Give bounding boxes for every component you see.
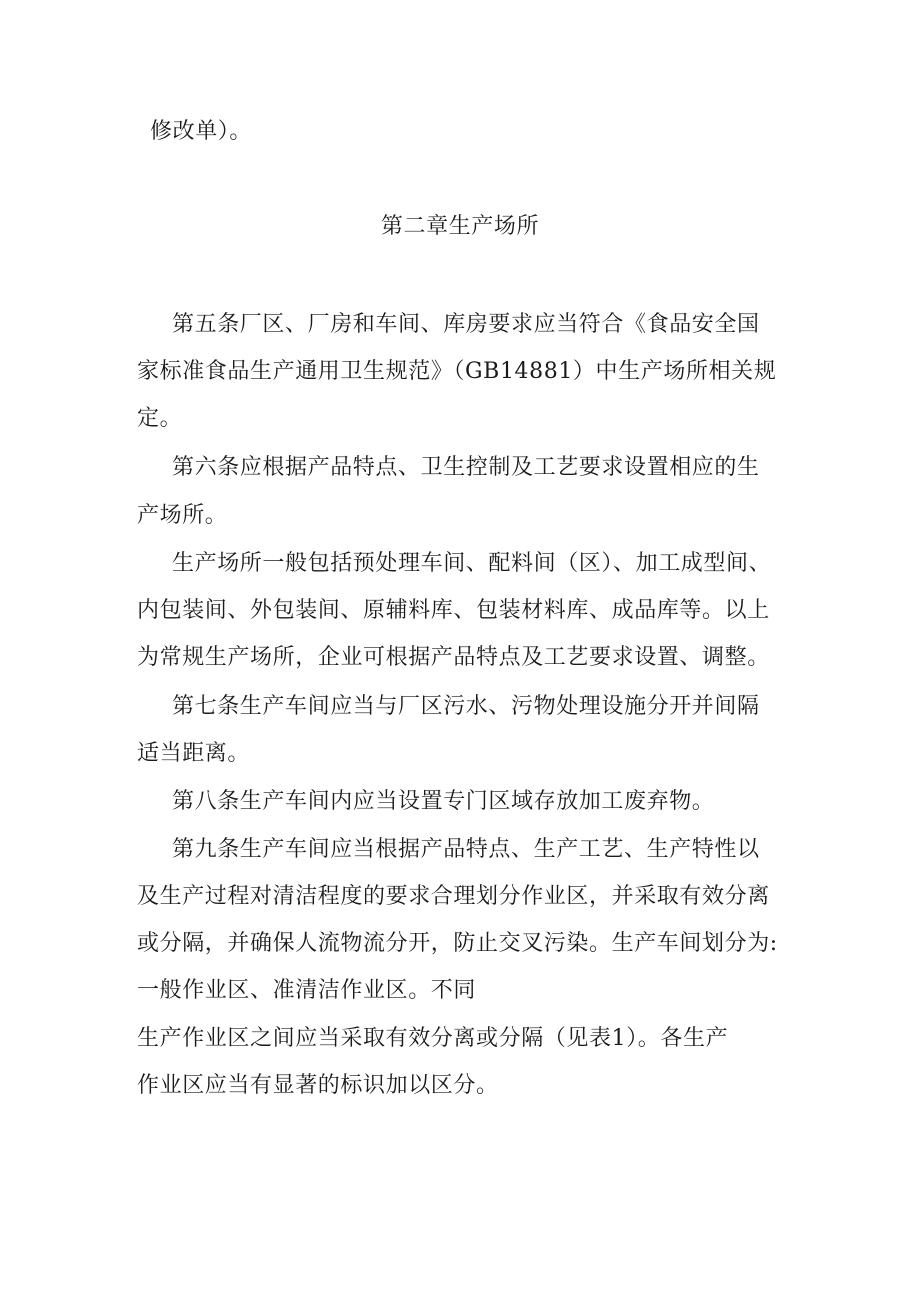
article-5-line-1: 第五条厂区、厂房和车间、库房要求应当符合《食品安全国: [172, 312, 760, 337]
paragraph-venues-line-2: 内包装间、外包装间、原辅料库、包装材料库、成品库等。以上: [137, 598, 770, 623]
chapter-title: 第二章生产场所: [380, 214, 540, 239]
article-9-line-2: 及生产过程对清洁程度的要求合理划分作业区，并采取有效分离: [137, 884, 770, 909]
article-9-line-5: 生产作业区之间应当采取有效分离或分隔（见表1）。各生产: [137, 1026, 729, 1051]
fragment-line: 修改单）。: [150, 119, 253, 144]
article-6-line-1: 第六条应根据产品特点、卫生控制及工艺要求设置相应的生: [172, 455, 760, 480]
article-5-line-3: 定。: [137, 406, 183, 431]
article-6-line-2: 产场所。: [137, 503, 228, 528]
article-8-line-1: 第八条生产车间内应当设置专门区域存放加工废弃物。: [172, 789, 715, 814]
article-5-line-2: 家标准食品生产通用卫生规范》（GB14881）中生产场所相关规: [137, 359, 777, 384]
paragraph-venues-line-1: 生产场所一般包括预处理车间、配料间（区）、加工成型间、: [172, 551, 772, 576]
article-9-line-4: 一般作业区、准清洁作业区。不同: [137, 978, 477, 1003]
article-9-line-3: 或分隔，并确保人流物流分开，防止交叉污染。生产车间划分为:: [137, 931, 778, 956]
article-7-line-1: 第七条生产车间应当与厂区污水、污物处理设施分开并间隔: [172, 694, 760, 719]
article-7-line-2: 适当距离。: [137, 741, 251, 766]
article-9-line-6: 作业区应当有显著的标识加以区分。: [137, 1073, 499, 1098]
article-9-line-1: 第九条生产车间应当根据产品特点、生产工艺、生产特性以: [172, 837, 760, 862]
paragraph-venues-line-3: 为常规生产场所，企业可根据产品特点及工艺要求设置、调整。: [137, 645, 770, 670]
